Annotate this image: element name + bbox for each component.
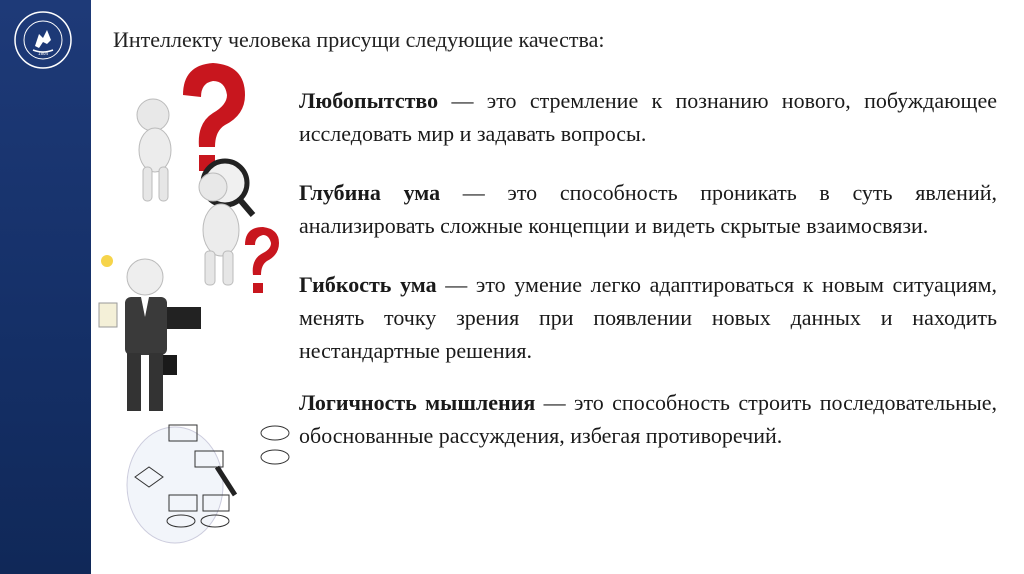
flowchart-figure-icon (127, 425, 289, 543)
sidebar-band (0, 0, 91, 574)
small-question-mark-icon (245, 227, 279, 293)
quality-description: — это стремление к познанию нового, побуждающее исследовать мир и задавать вопросы. (299, 88, 997, 146)
qualities-list (299, 84, 997, 478)
quality-term: Любопытство (299, 88, 439, 113)
quality-description: — это способность строить последовательные, обоснованные рассуждения, избегая противоречий. (299, 390, 997, 448)
quality-term: Гибкость ума (299, 272, 437, 297)
question-mark-icon (183, 63, 245, 171)
quality-description: — это умение легко адаптироваться к новым ситуациям, менять точку зрения при появлении новых данных и находить нестандартные решения. (299, 272, 997, 363)
quality-logical-thinking (299, 386, 997, 452)
svg-text:1804: 1804 (37, 51, 49, 56)
quality-curiosity (299, 84, 997, 150)
businessman-figure-icon (99, 255, 201, 411)
quality-description: — это способность проникать в суть явлений, анализировать сложные концепции и видеть скрытые взаимосвязи. (299, 180, 998, 238)
quality-term: Логичность мышления (299, 390, 536, 415)
thinking-figure-icon (137, 99, 171, 201)
university-seal-icon (13, 10, 73, 70)
quality-flexibility (299, 268, 997, 367)
quality-term: Глубина ума (299, 180, 441, 205)
magnifier-figure-icon (199, 161, 253, 285)
illustration-figures (95, 55, 295, 555)
slide-title: Интеллекту человека присущи следующие качества: (113, 27, 605, 52)
quality-depth-of-mind (299, 176, 997, 242)
